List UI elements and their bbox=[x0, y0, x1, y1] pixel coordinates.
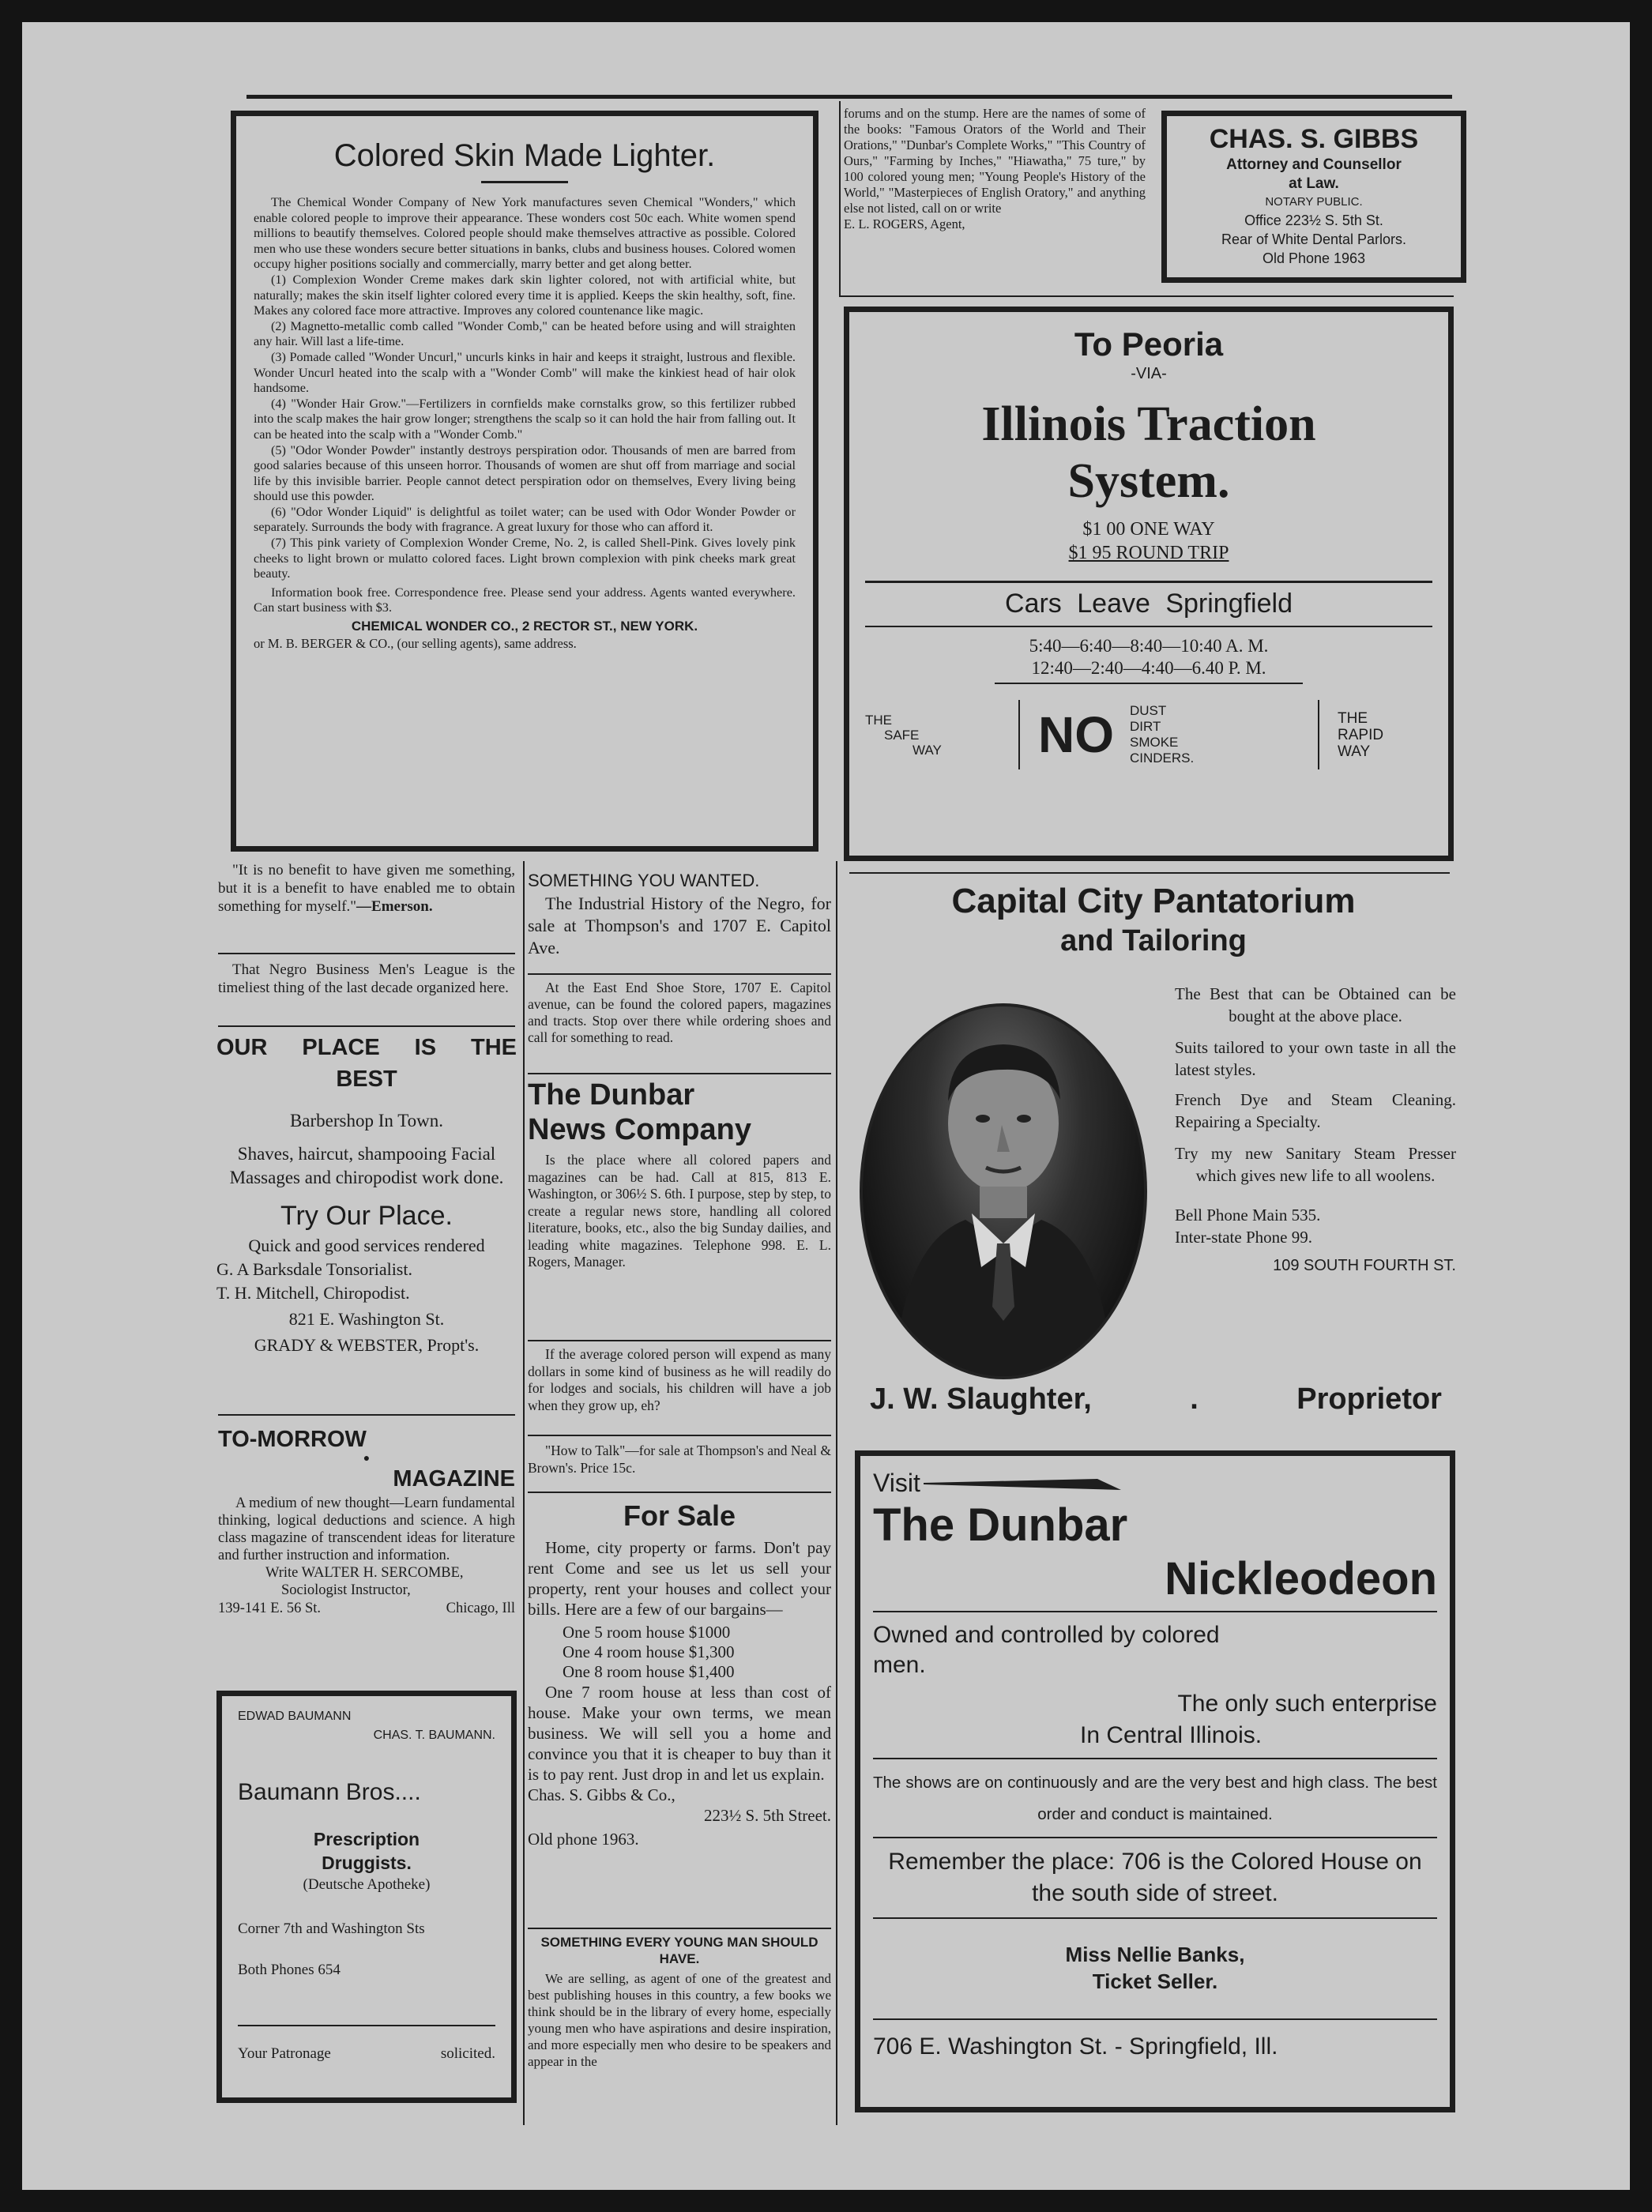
gibbs-office: Office 223½ S. 5th St. bbox=[1244, 213, 1383, 228]
books-signature: E. L. ROGERS, Agent, bbox=[844, 216, 965, 231]
patronage-left: Your Patronage bbox=[238, 2045, 331, 2062]
books-bottom-rule bbox=[839, 295, 1454, 297]
top-rule bbox=[246, 95, 1452, 99]
one-way-fare: $1 00 ONE WAY bbox=[1082, 519, 1215, 540]
rapid-rapid: RAPID bbox=[1338, 726, 1384, 743]
for-sale-ad bbox=[528, 1498, 831, 1924]
pant-name: J. W. Slaughter, bbox=[870, 1382, 1092, 1416]
baumann-name1: EDWAD BAUMANN bbox=[238, 1710, 352, 1723]
nickleodeon-ad bbox=[855, 1450, 1455, 2112]
rule-m3 bbox=[528, 1340, 831, 1341]
pant-head1: Capital City Pantatorium bbox=[951, 882, 1356, 920]
tomorrow-dot: ● bbox=[363, 1453, 371, 1465]
news-text: Is the place where all colored papers and magazines can be had. Call at 815, 813 E. Washington, or 306½ S. 6th. I purpose, step by step, to create a regular news store, handling all colored literature, books, etc., also the big Sunday dailies, and leading white magazines. Telephone 998. E. L. Rogers, Manager. bbox=[528, 1152, 831, 1270]
baumann-deutsche: (Deutsche Apotheke) bbox=[303, 1876, 431, 1893]
quote-author: —Emerson. bbox=[356, 898, 433, 915]
average-note bbox=[528, 1346, 831, 1433]
cars-leave: Cars Leave Springfield bbox=[1005, 589, 1293, 619]
forsale-head: For Sale bbox=[623, 1499, 736, 1532]
pant-text4: Try my new Sanitary Steam Presser which gives new life to all woolens. bbox=[1175, 1144, 1456, 1185]
traction-rule2 bbox=[865, 626, 1432, 627]
paragraph: (2) Magnetto-metallic comb called "Wonder Comb," can be heated before using and will straighten any hair. Will last a life-time. bbox=[254, 318, 796, 349]
gibbs-name: CHAS. S. GIBBS bbox=[1209, 124, 1419, 154]
portrait-figure bbox=[863, 1006, 1144, 1376]
to-peoria: To Peoria bbox=[1074, 325, 1224, 363]
baumann-ad bbox=[216, 1691, 517, 2103]
traction-rule1 bbox=[865, 581, 1432, 583]
no-block bbox=[1038, 703, 1299, 766]
gibbs-notary: NOTARY PUBLIC. bbox=[1265, 195, 1363, 209]
paragraph: (7) This pink variety of Complexion Wonder Creme, No. 2, is called Shell-Pink. Gives lovely pink cheeks to light brown or mulatto colored faces. Light brown complexion with pink cheeks mark great beauty. bbox=[254, 535, 796, 581]
no-dust: DUST bbox=[1130, 703, 1167, 718]
emerson-quote bbox=[218, 861, 515, 945]
visit-row bbox=[873, 1467, 1437, 1499]
barber-head1: OUR PLACE IS THE bbox=[216, 1035, 517, 1060]
gibbs-phone: Old Phone 1963 bbox=[1262, 250, 1366, 266]
paragraph: (6) "Odor Wonder Liquid" is delightful as toilet water; can be used with Odor Wonder Powder or separately. Surrounds the body with fragrance. A great luxury for those who can afford it. bbox=[254, 503, 796, 535]
tomorrow-head1: TO-MORROW bbox=[218, 1427, 367, 1452]
portrait-photo bbox=[860, 1003, 1147, 1379]
nick-address: 706 E. Washington St. - Springfield, Ill. bbox=[873, 2033, 1278, 2060]
baumann-patronage bbox=[238, 2044, 495, 2064]
traction-rule3 bbox=[995, 683, 1303, 684]
rule-m5 bbox=[528, 1492, 831, 1493]
tomorrow-magazine bbox=[218, 1424, 515, 1676]
pant-text1: The Best that can be Obtained can be bought at the above place. bbox=[1175, 984, 1456, 1025]
pant-interstate: Inter-state Phone 99. bbox=[1175, 1228, 1312, 1247]
nick-rule4 bbox=[873, 1917, 1437, 1919]
no-list bbox=[1130, 703, 1194, 766]
barber-shop: Barbershop In Town. bbox=[289, 1111, 444, 1130]
gibbs-title2: at Law. bbox=[1289, 175, 1339, 192]
baumann-rx2: Druggists. bbox=[322, 1853, 412, 1873]
rule-m1 bbox=[528, 973, 831, 975]
colored-skin-body bbox=[254, 194, 796, 615]
how-to-talk bbox=[528, 1443, 831, 1487]
news-head1: The Dunbar bbox=[528, 1078, 695, 1112]
bargain-1: One 5 room house $1000 bbox=[563, 1623, 731, 1642]
paragraph: Information book free. Correspondence free. Please send your address. Agents wanted everywhere. Can start business with $3. bbox=[254, 584, 796, 615]
league-note bbox=[218, 961, 515, 1021]
times-am: 5:40—6:40—8:40—10:40 A. M. bbox=[1029, 636, 1269, 656]
paragraph: (5) "Odor Wonder Powder" instantly destroys perspiration odor. Thousands of men are barred from good salaries because of this unseen horror. Thousands of women are shut off from marriage and social life by this invisible barrier. People cannot detect perspiration odor on themselves, Every living being should use this powder. bbox=[254, 442, 796, 504]
paragraph: The Chemical Wonder Company of New York manufactures seven Chemical "Wonders," which enable colored people to improve their appearance. These wonders cost 50c each. White women spend millions to beautify themselves. Colored people should make themselves attractive as possible. Colored men who use these wonders secure better situations in banks, clubs and business houses. Colored women occupy higher positions socially and commercially, marry better and get along better. bbox=[254, 194, 796, 272]
nick-miss: Miss Nellie Banks, bbox=[1065, 1943, 1245, 1966]
pant-dot: . bbox=[1190, 1382, 1199, 1416]
barber-services: Shaves, haircut, shampooing Facial Massages and chiropodist work done. bbox=[229, 1144, 504, 1187]
baumann-rule bbox=[238, 2025, 495, 2026]
something-text: The Industrial History of the Negro, for sale at Thompson's and 1707 E. Capitol Ave. bbox=[528, 893, 831, 957]
forsale-text2: One 7 room house at less than cost of house. Make your own terms, we mean business. We will sell you a home and convince you that it is cheaper to buy than it is to pay rent. Just drop in and let us explain. bbox=[528, 1683, 831, 1784]
tomorrow-head2: MAGAZINE bbox=[393, 1466, 515, 1492]
footer-divider2 bbox=[1318, 700, 1319, 769]
rule-m2 bbox=[528, 1073, 831, 1074]
league-text: That Negro Business Men's League is the timeliest thing of the last decade organized here. bbox=[218, 961, 515, 996]
barber-head2: BEST bbox=[336, 1066, 397, 1092]
pant-bell: Bell Phone Main 535. bbox=[1175, 1206, 1321, 1224]
nick-rule5 bbox=[873, 2018, 1437, 2020]
shoe-text: At the East End Shoe Store, 1707 E. Capitol avenue, can be found the colored papers, magazines and tracts. Stop over there while ordering shoes and call for something to read. bbox=[528, 980, 831, 1045]
nick-rule1 bbox=[873, 1611, 1437, 1612]
bargain-2: One 4 room house $1,300 bbox=[563, 1642, 735, 1661]
title-underline bbox=[481, 181, 568, 183]
tomorrow-addr: 139-141 E. 56 St. bbox=[218, 1601, 322, 1616]
safe-safe: SAFE bbox=[884, 727, 920, 743]
baumann-corner: Corner 7th and Washington Sts bbox=[238, 1920, 425, 1937]
rapid-the: THE bbox=[1338, 709, 1368, 727]
something-wanted bbox=[528, 869, 831, 980]
rapid-way-word: WAY bbox=[1338, 743, 1371, 760]
arrow-pennant bbox=[924, 1473, 1121, 1493]
tomorrow-city: Chicago, Ill bbox=[446, 1601, 515, 1616]
col-rule-top bbox=[839, 101, 841, 297]
gibbs-title1: Attorney and Counsellor bbox=[1226, 156, 1402, 173]
nick-head2: Nickleodeon bbox=[1165, 1553, 1437, 1604]
baumann-phones: Both Phones 654 bbox=[238, 1962, 341, 1978]
pant-address: 109 SOUTH FOURTH ST. bbox=[1273, 1257, 1456, 1274]
times-pm: 12:40—2:40—4:40—6.40 P. M. bbox=[1031, 658, 1266, 678]
nick-only1: The only such enterprise bbox=[1177, 1691, 1437, 1717]
tomorrow-text: A medium of new thought—Learn fundamental thinking, logical deductions and science. A high class magazine of transcendent ideas for literature and further instruction and information. bbox=[218, 1495, 515, 1563]
barber-quick: Quick and good services rendered bbox=[248, 1236, 485, 1255]
books-continued bbox=[844, 106, 1146, 292]
traction-name1: Illinois Traction bbox=[981, 397, 1316, 451]
paragraph: (4) "Wonder Hair Grow."—Fertilizers in cornfields make cornstalks grow, so this fertilizer rubbed into the scalp makes the hair grow longer; strengthens the scalp so it can hold the hair from falling out. It can be heated into the scalp with a "Wonder Comb." bbox=[254, 395, 796, 442]
nick-remember: Remember the place: 706 is the Colored House on the south side of street. bbox=[888, 1849, 1422, 1906]
tomorrow-address-row bbox=[218, 1599, 515, 1618]
forsale-text: Home, city property or farms. Don't pay rent Come and see us let us sell your property, rent your houses and collect your bills. Here are a few of our bargains— bbox=[528, 1538, 831, 1619]
news-head2: News Company bbox=[528, 1113, 751, 1146]
tomorrow-write: Write WALTER H. SERCOMBE, bbox=[265, 1565, 464, 1581]
barber-p1: G. A Barksdale Tonsorialist. bbox=[216, 1259, 412, 1279]
no-smoke: SMOKE bbox=[1130, 735, 1179, 750]
baumann-name2: CHAS. T. BAUMANN. bbox=[373, 1729, 495, 1742]
barber-try: Try Our Place. bbox=[280, 1201, 453, 1231]
pant-text3: French Dye and Steam Cleaning. Repairing a Specialty. bbox=[1175, 1090, 1456, 1131]
pant-proprietor: Proprietor bbox=[1296, 1382, 1442, 1416]
pant-head2: and Tailoring bbox=[1060, 924, 1247, 957]
forsale-sig2: 223½ S. 5th Street. bbox=[704, 1806, 831, 1825]
traction-footer bbox=[865, 697, 1432, 773]
selling-agents: or M. B. BERGER & CO., (our selling agents), same address. bbox=[254, 636, 577, 652]
baumann-rx1: Prescription bbox=[313, 1829, 420, 1849]
gibbs-rear: Rear of White Dental Parlors. bbox=[1221, 231, 1407, 247]
rule-l1 bbox=[218, 953, 515, 954]
nick-ticket: Ticket Seller. bbox=[1092, 1969, 1218, 1993]
rule-l2 bbox=[218, 1025, 515, 1027]
barber-p2: T. H. Mitchell, Chiropodist. bbox=[216, 1283, 410, 1303]
pant-top-rule bbox=[849, 872, 1450, 874]
young-man-ad bbox=[528, 1934, 831, 2128]
rule-m6 bbox=[528, 1928, 831, 1929]
illinois-traction-ad bbox=[844, 307, 1454, 861]
average-text: If the average colored person will expend as many dollars in some kind of business as he will readily do for lodges and socials, his children will have a job when they grow up, eh? bbox=[528, 1346, 831, 1413]
pantatorium-ad bbox=[849, 880, 1458, 1428]
barbershop-ad bbox=[216, 1032, 517, 1414]
colored-skin-title: Colored Skin Made Lighter. bbox=[333, 138, 716, 173]
gibbs-card bbox=[1161, 111, 1466, 283]
shoe-store-note bbox=[528, 980, 831, 1066]
colored-skin-ad bbox=[231, 111, 818, 852]
company-address: CHEMICAL WONDER CO., 2 RECTOR ST., NEW YORK. bbox=[351, 619, 698, 634]
dunbar-news-ad bbox=[528, 1078, 831, 1338]
something-head: SOMETHING YOU WANTED. bbox=[528, 871, 760, 890]
paragraph: (3) Pomade called "Wonder Uncurl," uncurls kinks in hair and keeps it straight, lustrous and flexible. Wonder Uncurl heated into the scalp with a "Wonder Comb" will make the kinkiest head of hair olok handsome. bbox=[254, 348, 796, 396]
youngman-head: SOMETHING EVERY YOUNG MAN SHOULD HAVE. bbox=[540, 1935, 818, 1966]
col-rule-left bbox=[523, 861, 525, 2125]
footer-divider bbox=[1018, 700, 1020, 769]
no-cinders: CINDERS. bbox=[1130, 750, 1195, 766]
rule-l3 bbox=[218, 1414, 515, 1416]
nick-head1: The Dunbar bbox=[873, 1499, 1128, 1551]
books-text: forums and on the stump. Here are the names of some of the books: "Famous Orators of the World and Their Orations," "Dunbar's Complete Works," "This Country of Ours," "Farming by Inches," "Hiawatha," 75 ture," by 100 colored young men; "Young People's History of the World," "Masterpieces of English Oratory," and anything else not listed, call on or write bbox=[844, 106, 1146, 216]
forsale-bargains bbox=[528, 1623, 831, 1682]
paragraph: (1) Complexion Wonder Creme makes dark skin lighter colored, not with artificial white, but naturally; makes the skin itself lighter colored every time it is applied. Keeps the skin healthy, soft, fine. Makes any colored face more attractive. Improves any colored countenance like magic. bbox=[254, 271, 796, 318]
patronage-right: solicited. bbox=[440, 2045, 495, 2062]
howto-text: "How to Talk"—for sale at Thompson's and Neal & Brown's. Price 15c. bbox=[528, 1443, 831, 1476]
quote-text: "It is no benefit to have given me something, but it is a benefit to have enabled me to obtain something for myself." bbox=[218, 862, 515, 915]
youngman-text: We are selling, as agent of one of the greatest and best publishing houses in this country, a few books we think should be in the library of every home, especially young men who have aspirations and desire inspiration, and more especially men who desire to be speakers and appear in the bbox=[528, 1971, 831, 2069]
safe-way-word: WAY bbox=[913, 742, 942, 758]
via: -VIA- bbox=[1131, 365, 1167, 382]
baumann-bros: Baumann Bros.... bbox=[238, 1779, 421, 1805]
nick-shows: The shows are on continuously and are the very best and high class. The best order and conduct is maintained. bbox=[873, 1774, 1437, 1823]
nick-owned: Owned and controlled by colored men. bbox=[873, 1622, 1220, 1678]
nick-rule3 bbox=[873, 1837, 1437, 1838]
traction-name2: System. bbox=[1067, 454, 1230, 508]
barber-props: GRADY & WEBSTER, Propt's. bbox=[254, 1335, 480, 1355]
nick-rule2 bbox=[873, 1758, 1437, 1759]
tomorrow-role: Sociologist Instructor, bbox=[281, 1582, 411, 1598]
bargain-3: One 8 room house $1,400 bbox=[563, 1662, 735, 1681]
round-trip-fare: $1 95 ROUND TRIP bbox=[1068, 543, 1229, 563]
safe-the: THE bbox=[865, 712, 892, 728]
pant-proprietor-row bbox=[870, 1379, 1442, 1419]
emerson-text bbox=[218, 861, 515, 916]
col-rule-mid bbox=[836, 861, 837, 2125]
forsale-sig1: Chas. S. Gibbs & Co., bbox=[528, 1785, 675, 1804]
rapid-way bbox=[1338, 710, 1432, 760]
pant-text2: Suits tailored to your own taste in all the latest styles. bbox=[1175, 1038, 1456, 1079]
pant-right-text bbox=[1175, 983, 1456, 1277]
rule-m4 bbox=[528, 1435, 831, 1436]
no-word: NO bbox=[1038, 706, 1114, 763]
forsale-phone: Old phone 1963. bbox=[528, 1830, 639, 1849]
safe-way bbox=[865, 713, 999, 758]
visit-word: Visit bbox=[873, 1469, 920, 1497]
no-dirt: DIRT bbox=[1130, 719, 1161, 734]
nick-only2: In Central Illinois. bbox=[1080, 1722, 1263, 1748]
barber-addr: 821 E. Washington St. bbox=[288, 1309, 445, 1329]
